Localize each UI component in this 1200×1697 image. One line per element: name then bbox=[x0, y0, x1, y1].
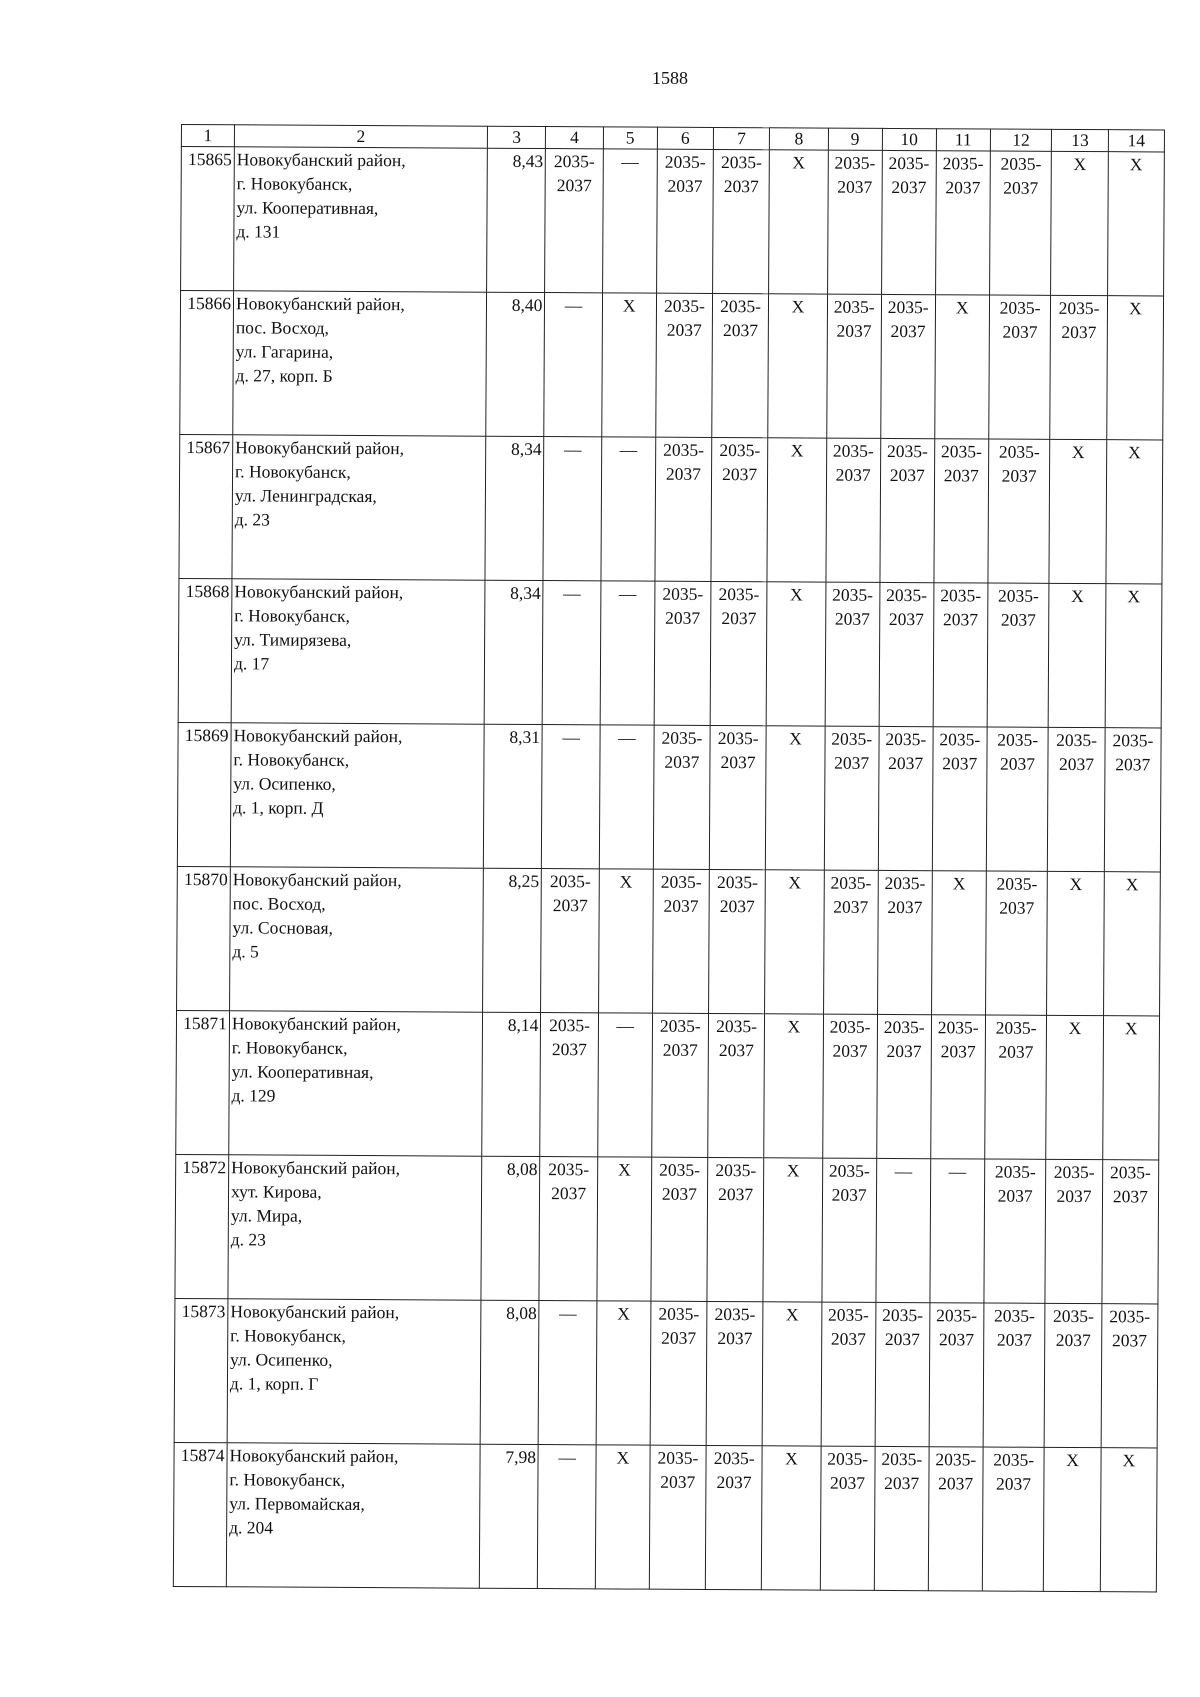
period-cell: 2035- 2037 bbox=[878, 726, 933, 870]
period-cell: 2035- 2037 bbox=[874, 1446, 929, 1590]
period-cell: 2035- 2037 bbox=[710, 581, 767, 725]
address-line: Новокубанский район, bbox=[235, 437, 405, 459]
table-row bbox=[177, 722, 1161, 871]
row-number: 15873 bbox=[174, 1298, 228, 1442]
period-cell: 2035- 2037 bbox=[651, 1157, 708, 1301]
address-line: ул. Ленинградская, bbox=[234, 485, 377, 507]
period-cell: 2035- 2037 bbox=[705, 1445, 762, 1589]
period-cell: 2035- 2037 bbox=[880, 294, 935, 438]
address-line: Новокубанский район, bbox=[229, 1445, 399, 1467]
period-cell: — bbox=[543, 437, 601, 581]
address-line: ул. Первомайская, bbox=[229, 1493, 365, 1515]
address-line: г. Новокубанск, bbox=[234, 461, 351, 482]
column-header: 4 bbox=[546, 127, 603, 149]
table-row bbox=[176, 1010, 1160, 1159]
period-cell: 2035- 2037 bbox=[1045, 1159, 1102, 1303]
address-line: д. 17 bbox=[233, 653, 270, 674]
address-line: ул. Осипенко, bbox=[233, 773, 336, 794]
row-number: 15867 bbox=[179, 434, 233, 578]
address-line: ул. Кооперативная, bbox=[236, 197, 379, 219]
period-cell: 2035- 2037 bbox=[935, 151, 990, 295]
period-cell: 2035- 2037 bbox=[989, 151, 1051, 295]
period-cell: Х bbox=[767, 438, 826, 582]
period-cell: 2035- 2037 bbox=[706, 1301, 763, 1445]
row-number: 15865 bbox=[181, 147, 235, 291]
address-line: пос. Восход, bbox=[232, 893, 326, 914]
address-line: д. 5 bbox=[232, 941, 259, 962]
period-cell: Х bbox=[935, 295, 990, 439]
address-cell bbox=[229, 1011, 483, 1156]
value-cell: 8,08 bbox=[481, 1156, 540, 1300]
address-line: ул. Мира, bbox=[230, 1205, 303, 1226]
table-row bbox=[181, 147, 1165, 296]
period-cell: Х bbox=[1047, 871, 1104, 1015]
address-line: д. 1, корп. Д bbox=[233, 797, 324, 818]
period-cell: Х bbox=[601, 293, 656, 437]
column-header: 13 bbox=[1052, 129, 1108, 151]
column-header: 2 bbox=[234, 125, 487, 148]
address-line: д. 1, корп. Г bbox=[229, 1373, 319, 1394]
period-cell: 2035- 2037 bbox=[712, 293, 769, 437]
row-number: 15868 bbox=[178, 578, 232, 722]
period-cell: 2035- 2037 bbox=[929, 1303, 984, 1447]
period-cell: Х bbox=[764, 1014, 823, 1158]
column-header: 6 bbox=[657, 127, 713, 149]
row-number: 15871 bbox=[176, 1010, 230, 1154]
period-cell: 2035- 2037 bbox=[877, 870, 932, 1014]
period-cell: Х bbox=[769, 150, 828, 294]
address-cell bbox=[230, 867, 484, 1012]
table-row bbox=[174, 1298, 1158, 1447]
period-cell: — bbox=[539, 1301, 597, 1445]
period-cell: — bbox=[930, 1159, 985, 1303]
period-cell: 2035- 2037 bbox=[1101, 1304, 1158, 1448]
column-header: 14 bbox=[1108, 130, 1164, 152]
period-cell: 2035- 2037 bbox=[983, 1303, 1045, 1447]
value-cell: 8,40 bbox=[486, 292, 545, 436]
table-row bbox=[173, 1442, 1157, 1591]
period-cell: 2035- 2037 bbox=[825, 582, 880, 726]
address-cell bbox=[231, 579, 485, 724]
period-cell: 2035- 2037 bbox=[880, 438, 935, 582]
address-line: Новокубанский район, bbox=[234, 581, 404, 603]
address-line: Новокубанский район, bbox=[231, 1157, 401, 1179]
period-cell: 2035- 2037 bbox=[1048, 727, 1105, 871]
period-cell: — bbox=[602, 149, 657, 293]
period-cell: — bbox=[542, 725, 600, 869]
column-header: 1 bbox=[181, 125, 234, 147]
period-cell: 2035- 2037 bbox=[709, 869, 766, 1013]
address-line: д. 204 bbox=[229, 1517, 274, 1538]
address-line: г. Новокубанск, bbox=[234, 605, 350, 626]
period-cell: Х bbox=[595, 1445, 650, 1589]
address-line: ул. Осипенко, bbox=[230, 1349, 333, 1370]
period-cell: 2035- 2037 bbox=[989, 295, 1051, 439]
period-cell: Х bbox=[1100, 1448, 1157, 1592]
period-cell: 2035- 2037 bbox=[653, 725, 710, 869]
table-row bbox=[175, 1154, 1159, 1303]
address-line: Новокубанский район, bbox=[236, 149, 406, 171]
period-cell: 2035- 2037 bbox=[1104, 728, 1161, 872]
period-cell: 2035- 2037 bbox=[821, 1302, 876, 1446]
period-cell: Х bbox=[598, 869, 653, 1013]
period-cell: 2035- 2037 bbox=[656, 293, 713, 437]
period-cell: — bbox=[599, 725, 654, 869]
address-line: Новокубанский район, bbox=[232, 869, 402, 891]
value-cell: 7,98 bbox=[479, 1444, 538, 1588]
address-line: хут. Кирова, bbox=[230, 1181, 322, 1202]
period-cell: 2035- 2037 bbox=[988, 439, 1050, 583]
period-cell: Х bbox=[1103, 872, 1160, 1016]
period-cell: 2035- 2037 bbox=[879, 582, 934, 726]
period-cell: 2035- 2037 bbox=[822, 1158, 877, 1302]
table-row bbox=[177, 866, 1161, 1015]
address-line: ул. Гагарина, bbox=[235, 341, 334, 362]
address-line: д. 129 bbox=[231, 1085, 276, 1106]
period-cell: 2035- 2037 bbox=[928, 1447, 983, 1591]
period-cell: 2035- 2037 bbox=[932, 727, 987, 871]
period-cell: Х bbox=[1044, 1447, 1101, 1591]
column-header: 9 bbox=[828, 128, 882, 150]
period-cell: 2035- 2037 bbox=[541, 869, 599, 1013]
value-cell: 8,34 bbox=[484, 580, 543, 724]
table-row bbox=[179, 434, 1163, 583]
period-cell: 2035- 2037 bbox=[823, 870, 878, 1014]
period-cell: Х bbox=[1106, 296, 1163, 440]
period-cell: 2035- 2037 bbox=[876, 1014, 931, 1158]
period-cell: Х bbox=[1107, 152, 1164, 296]
period-cell: 2035- 2037 bbox=[875, 1302, 930, 1446]
period-cell: Х bbox=[765, 870, 824, 1014]
address-line: ул. Кооперативная, bbox=[231, 1061, 374, 1083]
column-header: 11 bbox=[936, 129, 990, 151]
address-cell bbox=[226, 1443, 480, 1588]
period-cell: 2035- 2037 bbox=[1102, 1160, 1159, 1304]
period-cell: — bbox=[600, 581, 655, 725]
address-line: г. Новокубанск, bbox=[231, 1037, 348, 1058]
address-line: Новокубанский район, bbox=[231, 1013, 401, 1035]
period-cell: Х bbox=[1049, 583, 1106, 727]
period-cell: 2035- 2037 bbox=[827, 150, 882, 294]
address-line: Новокубанский район, bbox=[230, 1301, 400, 1323]
period-cell: 2035- 2037 bbox=[824, 726, 879, 870]
address-line: д. 27, корп. Б bbox=[235, 365, 333, 386]
period-cell: Х bbox=[1049, 439, 1106, 583]
period-cell: 2035- 2037 bbox=[539, 1157, 597, 1301]
table-row bbox=[180, 291, 1164, 440]
period-cell: Х bbox=[768, 294, 827, 438]
address-line: г. Новокубанск, bbox=[230, 1325, 346, 1346]
period-cell: 2035- 2037 bbox=[934, 439, 989, 583]
value-cell: 8,31 bbox=[483, 724, 542, 868]
address-line: д. 131 bbox=[236, 221, 281, 242]
period-cell: Х bbox=[596, 1301, 651, 1445]
row-number: 15866 bbox=[180, 291, 234, 435]
address-cell bbox=[227, 1299, 481, 1444]
address-line: д. 23 bbox=[234, 509, 270, 530]
period-cell: 2035- 2037 bbox=[652, 1013, 709, 1157]
period-cell: Х bbox=[1105, 584, 1162, 728]
address-cell bbox=[234, 147, 488, 292]
period-cell: — bbox=[597, 1013, 652, 1157]
column-header: 8 bbox=[770, 128, 829, 150]
period-cell: 2035- 2037 bbox=[707, 1157, 764, 1301]
address-line: пос. Восход, bbox=[235, 317, 329, 338]
period-cell: 2035- 2037 bbox=[985, 871, 1047, 1015]
period-cell: Х bbox=[766, 726, 825, 870]
period-cell: Х bbox=[763, 1158, 822, 1302]
registry-table bbox=[173, 124, 1165, 1592]
column-header: 7 bbox=[713, 127, 769, 149]
period-cell: 2035- 2037 bbox=[986, 727, 1048, 871]
period-cell: 2035- 2037 bbox=[826, 438, 881, 582]
period-cell: 2035- 2037 bbox=[930, 1015, 985, 1159]
address-line: г. Новокубанск, bbox=[229, 1469, 346, 1490]
period-cell: 2035- 2037 bbox=[982, 1447, 1044, 1591]
period-cell: 2035- 2037 bbox=[650, 1301, 707, 1445]
period-cell: Х bbox=[1106, 440, 1163, 584]
period-cell: 2035- 2037 bbox=[652, 869, 709, 1013]
period-cell: 2035- 2037 bbox=[826, 294, 881, 438]
address-cell bbox=[233, 291, 487, 436]
value-cell: 8,08 bbox=[480, 1300, 539, 1444]
period-cell: — bbox=[876, 1158, 931, 1302]
value-cell: 8,43 bbox=[487, 148, 546, 292]
period-cell: 2035- 2037 bbox=[709, 725, 766, 869]
column-header: 5 bbox=[603, 127, 657, 149]
period-cell: 2035- 2037 bbox=[1045, 1303, 1102, 1447]
period-cell: 2035- 2037 bbox=[540, 1013, 598, 1157]
value-cell: 8,14 bbox=[482, 1012, 541, 1156]
period-cell: Х bbox=[766, 582, 825, 726]
period-cell: 2035- 2037 bbox=[711, 437, 768, 581]
period-cell: — bbox=[544, 293, 602, 437]
period-cell: 2035- 2037 bbox=[655, 437, 712, 581]
period-cell: 2035- 2037 bbox=[708, 1013, 765, 1157]
period-cell: Х bbox=[1051, 151, 1108, 295]
period-cell: Х bbox=[1102, 1016, 1159, 1160]
period-cell: 2035- 2037 bbox=[649, 1445, 706, 1589]
period-cell: Х bbox=[931, 871, 986, 1015]
column-header: 10 bbox=[882, 128, 936, 150]
value-cell: 8,25 bbox=[483, 868, 542, 1012]
period-cell: 2035- 2037 bbox=[713, 149, 770, 293]
period-cell: 2035- 2037 bbox=[881, 150, 936, 294]
period-cell: — bbox=[543, 581, 601, 725]
period-cell: 2035- 2037 bbox=[822, 1014, 877, 1158]
period-cell: Х bbox=[1046, 1015, 1103, 1159]
period-cell: 2035- 2037 bbox=[1050, 295, 1107, 439]
address-cell bbox=[232, 435, 486, 580]
column-header: 12 bbox=[990, 129, 1052, 151]
address-line: д. 23 bbox=[230, 1229, 266, 1250]
row-number: 15869 bbox=[177, 722, 231, 866]
period-cell: Х bbox=[597, 1157, 652, 1301]
period-cell: Х bbox=[762, 1446, 821, 1590]
address-line: ул. Тимирязева, bbox=[234, 629, 352, 650]
row-number: 15870 bbox=[177, 866, 231, 1010]
page-number: 1588 bbox=[652, 68, 688, 88]
period-cell: 2035- 2037 bbox=[933, 583, 988, 727]
address-line: Новокубанский район, bbox=[233, 725, 403, 747]
address-cell bbox=[228, 1155, 482, 1300]
value-cell: 8,34 bbox=[485, 436, 544, 580]
period-cell: 2035- 2037 bbox=[987, 583, 1049, 727]
address-line: Новокубанский район, bbox=[235, 293, 405, 315]
column-header: 3 bbox=[487, 126, 546, 148]
address-cell bbox=[230, 723, 484, 868]
row-number: 15872 bbox=[175, 1154, 229, 1298]
period-cell: Х bbox=[762, 1302, 821, 1446]
period-cell: 2035- 2037 bbox=[545, 149, 603, 293]
address-line: г. Новокубанск, bbox=[236, 173, 353, 194]
period-cell: 2035- 2037 bbox=[985, 1015, 1047, 1159]
period-cell: 2035- 2037 bbox=[656, 149, 713, 293]
address-line: ул. Сосновая, bbox=[232, 917, 333, 938]
period-cell: 2035- 2037 bbox=[820, 1446, 875, 1590]
period-cell: — bbox=[538, 1445, 596, 1589]
period-cell: 2035- 2037 bbox=[654, 581, 711, 725]
row-number: 15874 bbox=[173, 1442, 227, 1586]
address-line: г. Новокубанск, bbox=[233, 749, 350, 770]
period-cell: — bbox=[601, 437, 656, 581]
period-cell: 2035- 2037 bbox=[984, 1159, 1046, 1303]
table-row bbox=[178, 578, 1162, 727]
